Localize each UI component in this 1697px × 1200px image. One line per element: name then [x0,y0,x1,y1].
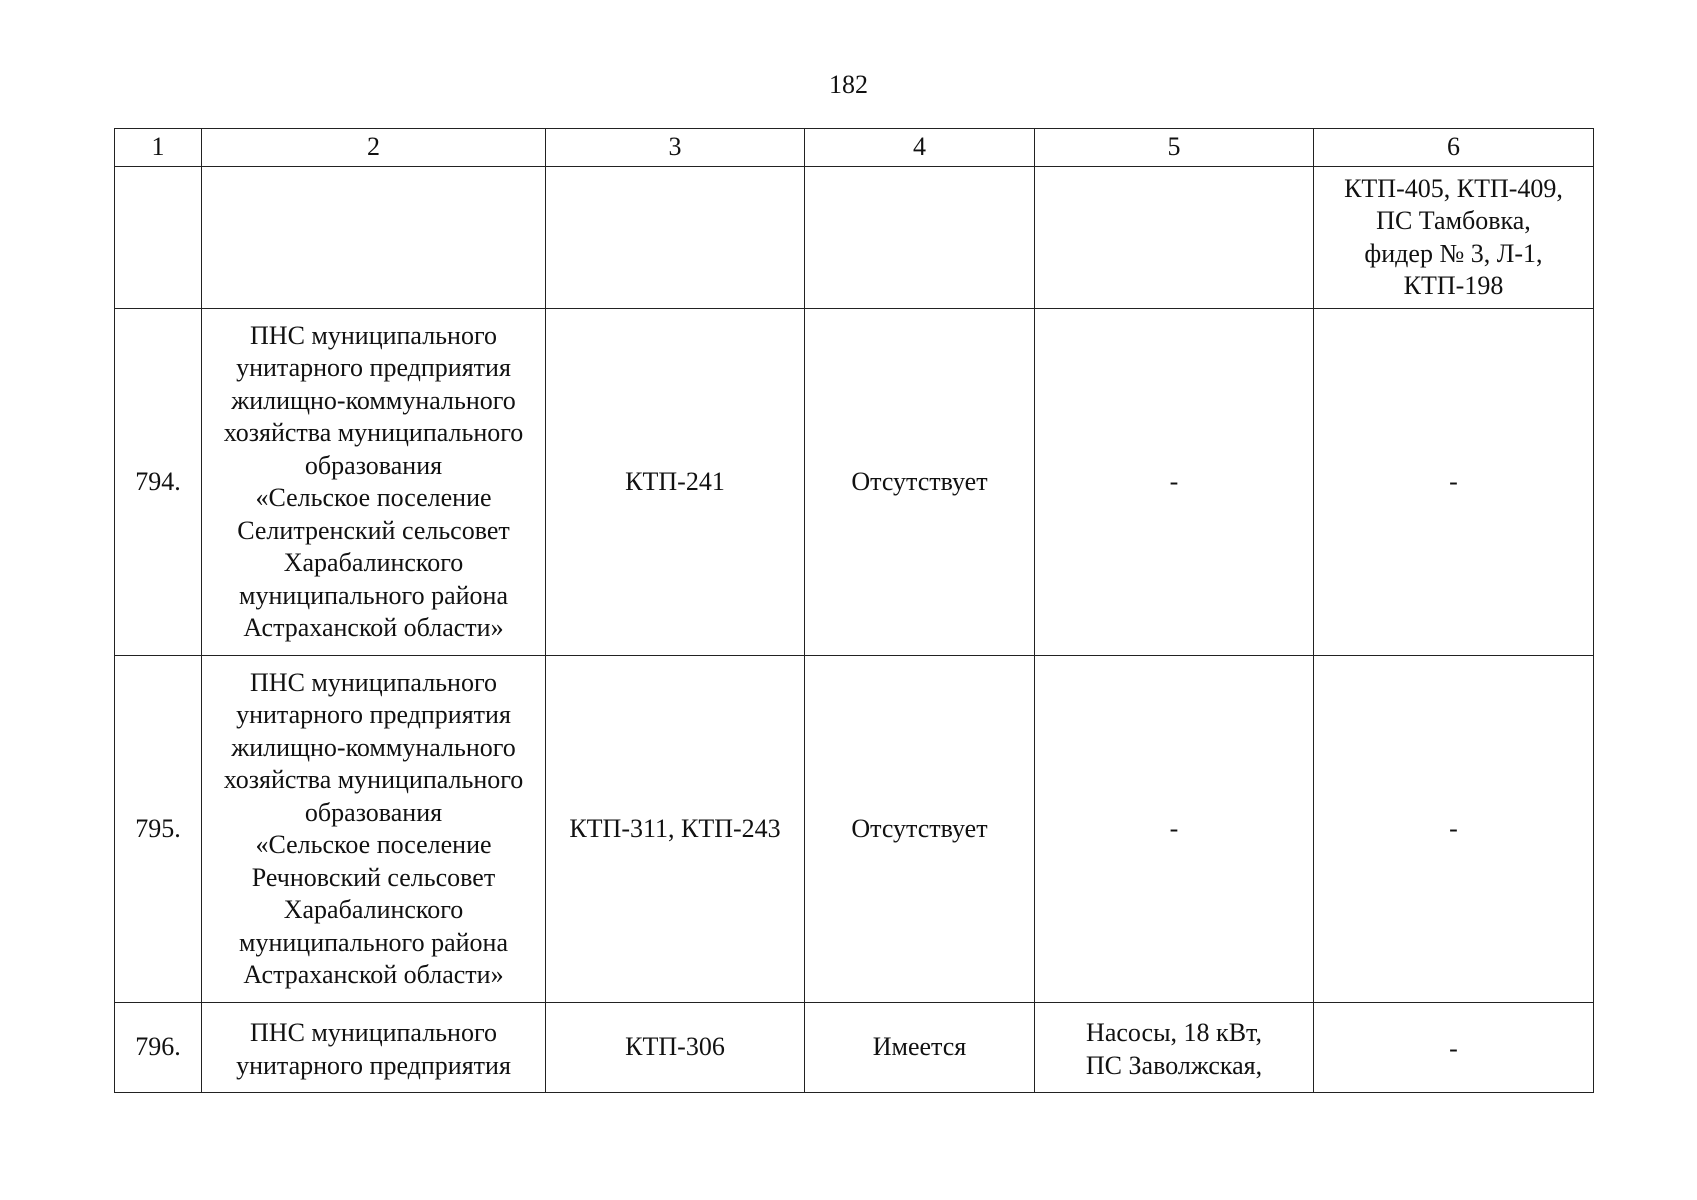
table-row [115,1003,1594,1093]
equipment-cell: - [1035,656,1314,1003]
equipment-cell: Насосы, 18 кВт, ПС Заволжская, [1035,1003,1314,1093]
object-name-cell: ПНС муниципального унитарного предприятия жилищно-коммунального хозяйства муниципального образования «Сельское поселение Речновский сельсовет Харабалинского муниципального района Астраханской области» [202,656,546,1003]
power-source-cell [546,167,805,309]
row-number-cell: 794. [115,309,202,656]
table-row [115,309,1594,656]
reserve-status-cell: Отсутствует [805,309,1035,656]
column-header: 1 [115,129,202,167]
power-source-cell: КТП-311, КТП-243 [546,656,805,1003]
table-header-row [115,129,1594,167]
column-header: 4 [805,129,1035,167]
table-row [115,656,1594,1003]
column-header: 6 [1314,129,1594,167]
power-source-cell: КТП-241 [546,309,805,656]
object-name-cell [202,167,546,309]
power-source-cell: КТП-306 [546,1003,805,1093]
row-number-cell: 796. [115,1003,202,1093]
notes-cell: - [1314,309,1594,656]
row-number-cell [115,167,202,309]
object-name-cell: ПНС муниципального унитарного предприятия [202,1003,546,1093]
reserve-status-cell: Имеется [805,1003,1035,1093]
object-name-cell: ПНС муниципального унитарного предприятия жилищно-коммунального хозяйства муниципального образования «Сельское поселение Селитренский сельсовет Харабалинского муниципального района Астраханской области» [202,309,546,656]
equipment-cell: - [1035,309,1314,656]
equipment-cell [1035,167,1314,309]
page-number: 182 [829,70,868,99]
column-header: 2 [202,129,546,167]
data-table [114,128,1594,1093]
notes-cell: - [1314,1003,1594,1093]
reserve-status-cell [805,167,1035,309]
table-row [115,167,1594,309]
column-header: 5 [1035,129,1314,167]
notes-cell: КТП-405, КТП-409, ПС Тамбовка, фидер № 3, Л-1, КТП-198 [1314,167,1594,309]
reserve-status-cell: Отсутствует [805,656,1035,1003]
row-number-cell: 795. [115,656,202,1003]
column-header: 3 [546,129,805,167]
notes-cell: - [1314,656,1594,1003]
